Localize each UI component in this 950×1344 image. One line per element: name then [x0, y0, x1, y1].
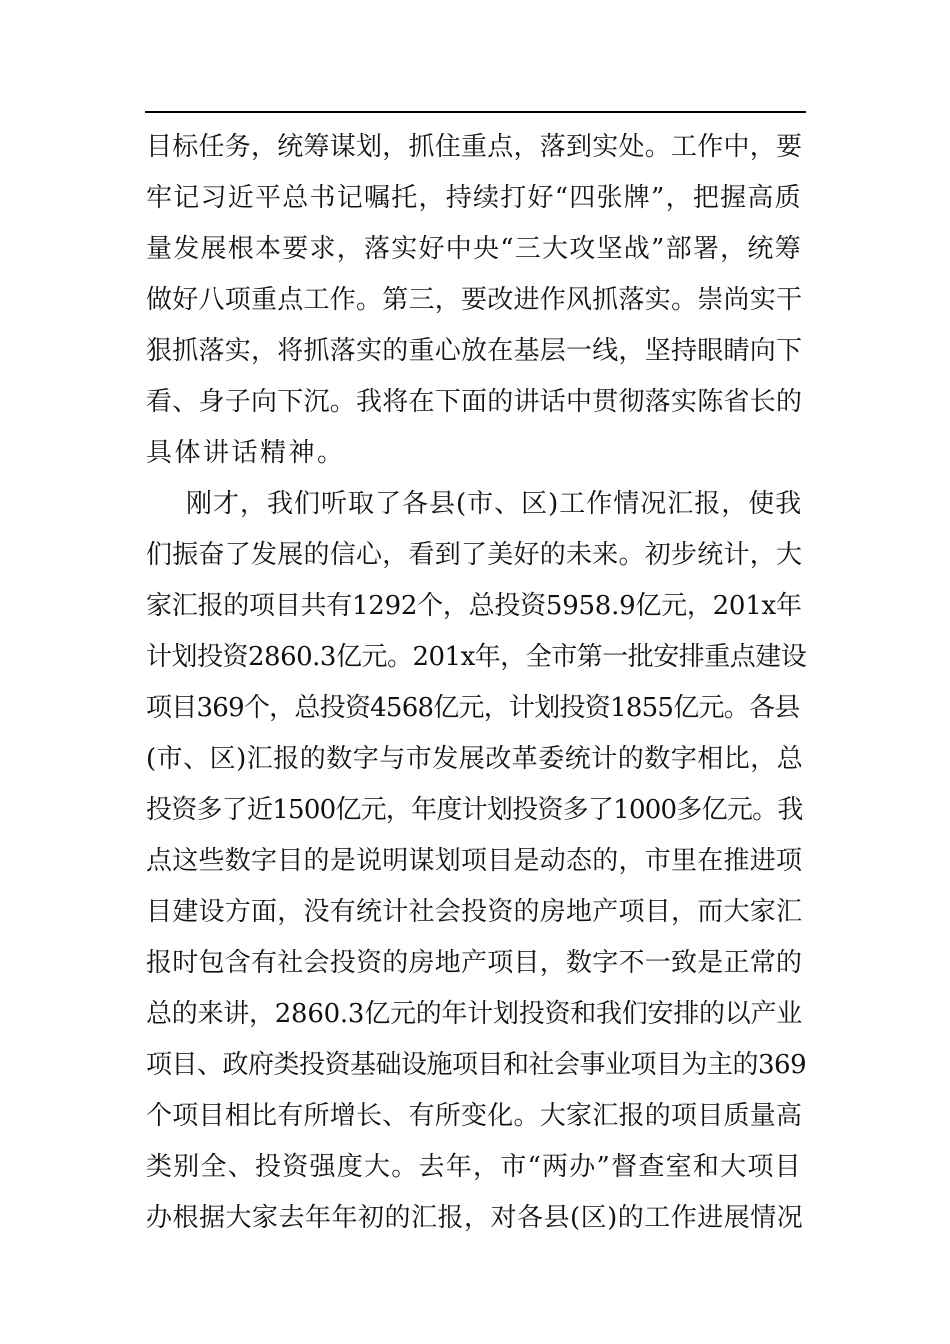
text-line: 报时包含有社会投资的房地产项目，数字不一致是正常的: [146, 948, 803, 978]
text-line: 们振奋了发展的信心，看到了美好的未来。初步统计，大: [146, 540, 803, 570]
text-line: 狠抓落实，将抓落实的重心放在基层一线，坚持眼睛向下: [146, 336, 803, 366]
text-line: 项目369个，总投资4568亿元，计划投资1855亿元。各县: [146, 693, 800, 723]
text-line: 量发展根本要求，落实好中央“三大攻坚战”部署，统筹: [146, 234, 802, 264]
header-rule: [145, 111, 806, 113]
text-line: 个项目相比有所增长、有所变化。大家汇报的项目质量高: [146, 1101, 803, 1131]
text-line: 点这些数字目的是说明谋划项目是动态的，市里在推进项: [146, 846, 803, 876]
text-line: 目建设方面，没有统计社会投资的房地产项目，而大家汇: [146, 897, 803, 927]
text-line: 目标任务，统筹谋划，抓住重点，落到实处。工作中，要: [146, 132, 803, 162]
text-line: 家汇报的项目共有1292个，总投资5958.9亿元，201x年: [146, 591, 802, 621]
text-line: 项目、政府类投资基础设施项目和社会事业项目为主的369: [146, 1050, 807, 1080]
body-text: [146, 122, 806, 1244]
paragraph-first-line: 刚才，我们听取了各县(市、区)工作情况汇报，使我: [186, 489, 803, 519]
text-line: 做好八项重点工作。第三，要改进作风抓落实。崇尚实干: [146, 285, 803, 315]
text-line: 具体讲话精神。: [146, 438, 346, 468]
text-line: 牢记习近平总书记嘱托，持续打好“四张牌”，把握高质: [146, 183, 802, 213]
text-line: 计划投资2860.3亿元。201x年，全市第一批安排重点建设: [146, 642, 807, 672]
text-line: 办根据大家去年年初的汇报，对各县(区)的工作进展情况: [146, 1203, 804, 1233]
text-line: 看、身子向下沉。我将在下面的讲话中贯彻落实陈省长的: [146, 387, 803, 417]
text-line: 类别全、投资强度大。去年，市“两办”督查室和大项目: [146, 1152, 802, 1182]
text-line: 总的来讲，2860.3亿元的年计划投资和我们安排的以产业: [146, 999, 802, 1029]
text-line: (市、区)汇报的数字与市发展改革委统计的数字相比，总: [146, 744, 804, 774]
text-line: 投资多了近1500亿元，年度计划投资多了1000多亿元。我: [146, 795, 803, 825]
